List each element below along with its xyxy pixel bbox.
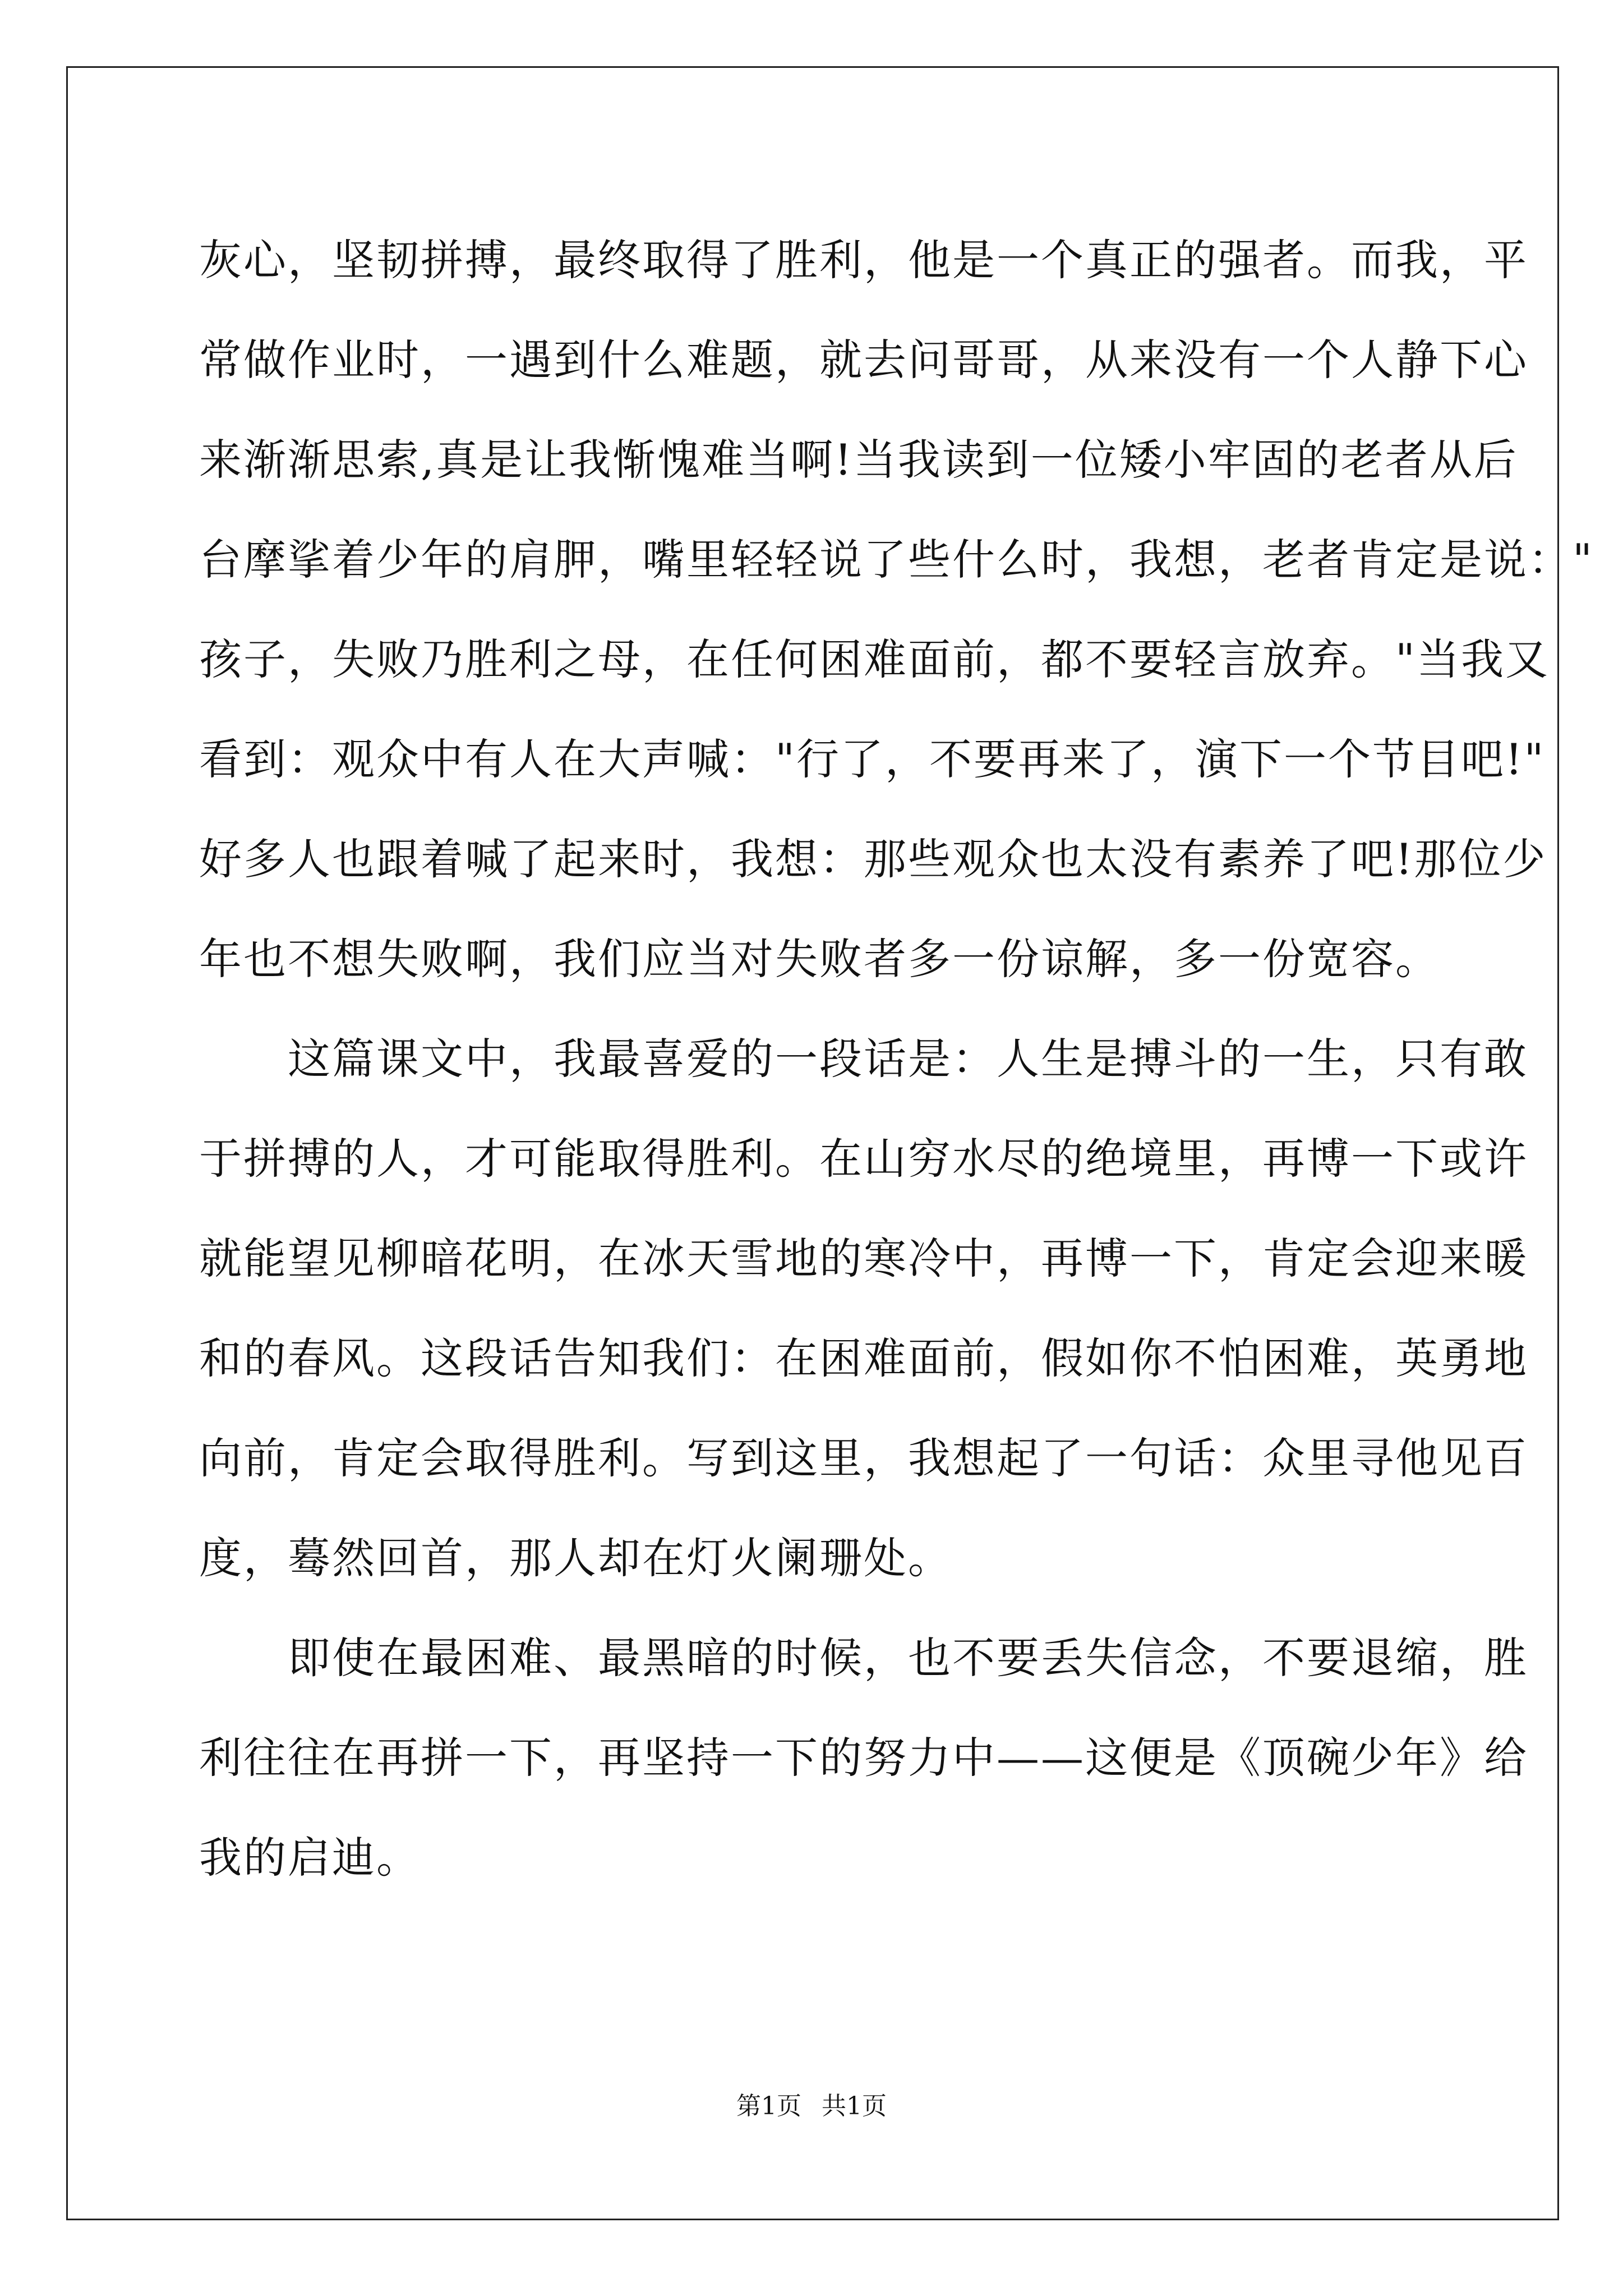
text-line-16: 利往往在再拼一下，再坚持一下的努力中——这便是《顶碗少年》给 [199, 1733, 1528, 1783]
text-line-2: 常做作业时，一遇到什么难题，就去问哥哥，从来没有一个人静下心 [199, 335, 1528, 385]
text-line-11: 就能望见柳暗花明，在冰天雪地的寒冷中，再博一下，肯定会迎来暖 [199, 1234, 1528, 1283]
text-line-4: 台摩挲着少年的肩胛，嘴里轻轻说了些什么时，我想，老者肯定是说：" [199, 535, 1594, 585]
page-number-current: 第1页 [736, 2092, 801, 2120]
text-line-6: 看到：观众中有人在大声喊："行了，不要再来了，演下一个节目吧!" [199, 734, 1546, 784]
text-line-12: 和的春风。这段话告知我们：在困难面前，假如你不怕困难，英勇地 [199, 1333, 1528, 1383]
text-line-15: 即使在最困难、最黑暗的时候，也不要丢失信念，不要退缩，胜 [288, 1633, 1528, 1683]
document-body [199, 210, 1594, 1908]
text-line-3: 来渐渐思索,真是让我惭愧难当啊!当我读到一位矮小牢固的老者从后 [199, 435, 1518, 485]
text-line-8: 年也不想失败啊，我们应当对失败者多一份谅解，多一份宽容。 [199, 934, 1440, 984]
text-line-1: 灰心，坚韧拼搏，最终取得了胜利，他是一个真正的强者。而我，平 [199, 235, 1528, 285]
page-footer [0, 2090, 1623, 2123]
page-number-total: 共1页 [822, 2092, 887, 2120]
text-line-10: 于拼搏的人，才可能取得胜利。在山穷水尽的绝境里，再博一下或许 [199, 1134, 1528, 1184]
text-line-14: 度，蓦然回首，那人却在灯火阑珊处。 [199, 1533, 952, 1583]
text-line-13: 向前，肯定会取得胜利。写到这里，我想起了一句话：众里寻他见百 [199, 1433, 1528, 1483]
text-line-17: 我的启迪。 [199, 1833, 421, 1883]
text-line-9: 这篇课文中，我最喜爱的一段话是：人生是搏斗的一生，只有敢 [288, 1034, 1528, 1084]
text-line-5: 孩子，失败乃胜利之母，在任何困难面前，都不要轻言放弃。"当我又 [199, 634, 1550, 684]
text-line-7: 好多人也跟着喊了起来时，我想：那些观众也太没有素养了吧!那位少 [199, 834, 1547, 884]
